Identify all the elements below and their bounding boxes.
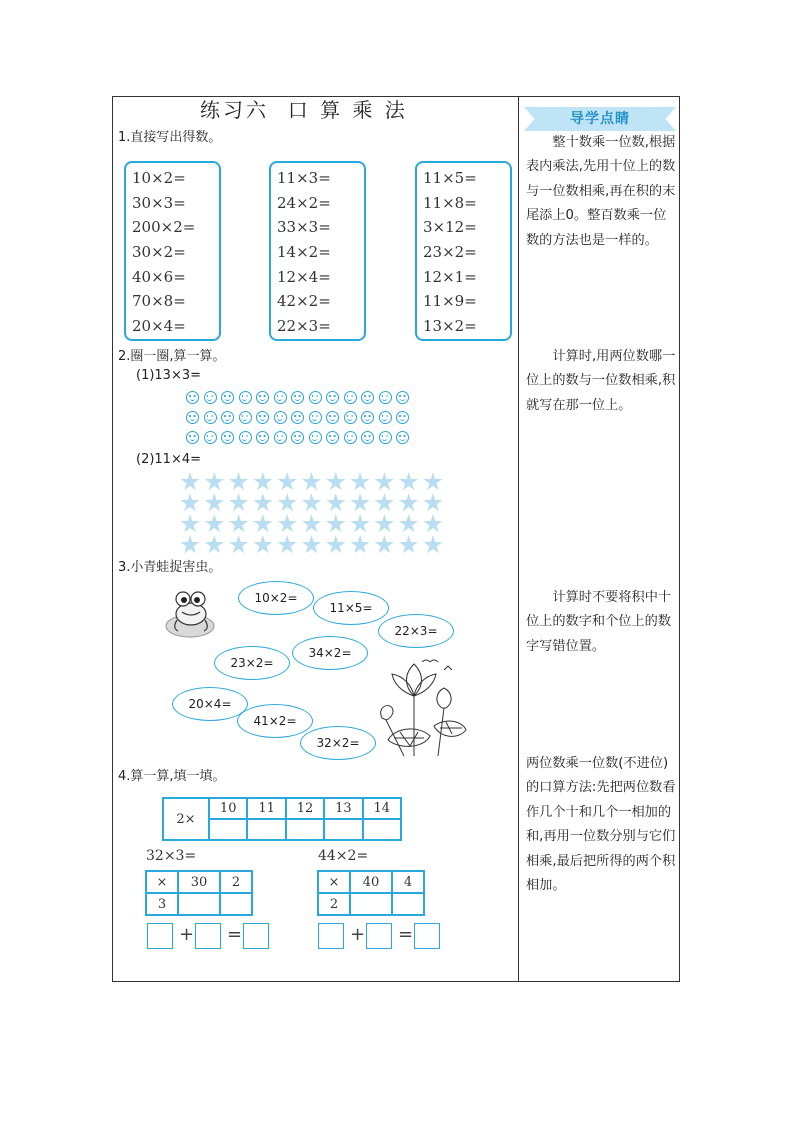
smiley-face-icon <box>379 411 392 424</box>
smiley-face-icon <box>186 391 199 404</box>
answer-box-3 <box>415 161 512 341</box>
table-cell: 11 <box>247 798 285 819</box>
star-icon <box>229 472 249 492</box>
tip-note-4: 两位数乘一位数(不进位)的口算方法:先把两位数看作几个十和几个一相加的和,再用一位数分别与它们相乘,最后把所得的两个积相加。 <box>526 756 676 894</box>
grid-cell: 40 <box>350 871 392 893</box>
star-icon <box>204 472 224 492</box>
plus-sign: + <box>179 924 195 945</box>
smiley-face-icon <box>396 391 409 404</box>
problem: 30×2= <box>132 243 186 262</box>
smiley-face-icon <box>291 431 304 444</box>
grid-cell: 2 <box>318 893 350 915</box>
tip-note-1: 整十数乘一位数,根据表内乘法,先用十位上的数与一位数相乘,再在积的末尾添上0。整百数乘一位数的方法也是一样的。 <box>526 135 676 248</box>
star-icon <box>374 514 394 534</box>
question-2-label: 2.圈一圈,算一算。 <box>118 349 226 364</box>
smiley-face-icon <box>204 391 217 404</box>
star-icon <box>399 514 419 534</box>
star-icon <box>180 535 200 555</box>
star-icon <box>350 514 370 534</box>
problem: 200×2= <box>132 218 196 237</box>
answer-box-1 <box>124 161 221 341</box>
problem: 70×8= <box>132 292 186 311</box>
smiley-face-icon <box>186 431 199 444</box>
star-icon <box>399 472 419 492</box>
right-split-grid <box>317 870 425 916</box>
star-icon <box>229 535 249 555</box>
answer-cell[interactable] <box>247 819 285 840</box>
answer-cell[interactable] <box>209 819 247 840</box>
answer-square[interactable] <box>414 923 440 949</box>
smiley-face-icon <box>396 431 409 444</box>
smiley-face-icon <box>344 411 357 424</box>
part-2-label: (2)11×4= <box>136 452 202 467</box>
equals-sign: = <box>227 924 243 945</box>
bug-oval: 32×2= <box>300 726 376 760</box>
answer-cell[interactable] <box>324 819 362 840</box>
problem: 11×3= <box>277 169 331 187</box>
grid-cell: × <box>318 871 350 893</box>
smiley-face-icon <box>326 411 339 424</box>
problem: 12×1= <box>423 267 477 286</box>
problem: 11×8= <box>423 193 477 212</box>
page-title: 练习六 口 算 乘 法 <box>200 98 408 122</box>
problem: 24×2= <box>277 193 331 212</box>
star-icon <box>423 535 443 555</box>
smiley-face-icon <box>221 411 234 424</box>
answer-square[interactable] <box>147 923 173 949</box>
answer-cell[interactable] <box>363 819 401 840</box>
smiley-face-icon <box>204 411 217 424</box>
table-head: 2× <box>163 798 209 840</box>
problem: 22×3= <box>277 317 331 336</box>
star-icon <box>350 535 370 555</box>
smiley-face-icon <box>396 411 409 424</box>
tip-note-3: 计算时不要将积中十位上的数字和个位上的数字写错位置。 <box>526 590 672 654</box>
star-icon <box>253 514 273 534</box>
problem: 10×2= <box>132 169 186 187</box>
smiley-face-icon <box>361 391 374 404</box>
star-icon <box>229 493 249 513</box>
smiley-face-icon <box>309 411 322 424</box>
star-icon <box>277 472 297 492</box>
question-3-label: 3.小青蛙捉害虫。 <box>118 560 222 575</box>
star-icon <box>301 514 321 534</box>
smiley-face-icon <box>379 431 392 444</box>
smiley-face-icon <box>239 411 252 424</box>
bug-oval: 23×2= <box>214 646 290 680</box>
star-icon <box>374 493 394 513</box>
tips-ribbon <box>524 107 676 131</box>
star-icon <box>399 535 419 555</box>
star-icon <box>277 493 297 513</box>
star-icon <box>423 472 443 492</box>
problem: 40×6= <box>132 267 186 286</box>
smiley-face-grid <box>186 391 409 444</box>
answer-square[interactable] <box>366 923 392 949</box>
question-4-label: 4.算一算,填一填。 <box>118 769 226 784</box>
star-icon <box>253 472 273 492</box>
star-icon <box>204 493 224 513</box>
star-icon <box>204 514 224 534</box>
part-1-label: (1)13×3= <box>136 368 202 383</box>
table-cell: 13 <box>324 798 362 819</box>
smiley-face-icon <box>221 431 234 444</box>
bug-oval: 41×2= <box>237 704 313 738</box>
smiley-face-icon <box>239 391 252 404</box>
star-icon <box>326 493 346 513</box>
star-grid <box>180 472 443 555</box>
smiley-face-icon <box>361 411 374 424</box>
smiley-face-icon <box>309 431 322 444</box>
problem: 14×2= <box>277 243 331 262</box>
smiley-face-icon <box>361 431 374 444</box>
problem: 3×12= <box>423 218 477 237</box>
star-icon <box>253 535 273 555</box>
smiley-face-icon <box>186 411 199 424</box>
left-split-grid <box>145 870 253 916</box>
star-icon <box>301 493 321 513</box>
star-icon <box>326 472 346 492</box>
table-cell: 12 <box>286 798 324 819</box>
answer-cell[interactable] <box>350 893 392 915</box>
table-cell: 10 <box>209 798 247 819</box>
question-1-label: 1.直接写出得数。 <box>118 130 222 145</box>
answer-box-2 <box>269 161 366 341</box>
bug-oval: 22×3= <box>378 614 454 648</box>
right-expression: 44×2= <box>318 848 369 864</box>
star-icon <box>229 514 249 534</box>
answer-cell[interactable] <box>392 893 424 915</box>
smiley-face-icon <box>344 391 357 404</box>
problem: 11×9= <box>423 292 477 311</box>
star-icon <box>350 493 370 513</box>
star-icon <box>204 535 224 555</box>
grid-cell: 4 <box>392 871 424 893</box>
star-icon <box>180 514 200 534</box>
plus-sign: + <box>350 924 366 945</box>
left-expression: 32×3= <box>146 848 197 864</box>
smiley-face-icon <box>291 411 304 424</box>
smiley-face-icon <box>274 431 287 444</box>
smiley-face-icon <box>204 431 217 444</box>
star-icon <box>180 493 200 513</box>
bug-oval: 11×5= <box>313 591 389 625</box>
smiley-face-icon <box>256 391 269 404</box>
bug-oval: 34×2= <box>292 636 368 670</box>
answer-square[interactable] <box>243 923 269 949</box>
smiley-face-icon <box>291 391 304 404</box>
frog-on-lilypad-icon <box>164 584 218 640</box>
problem: 20×4= <box>132 317 186 336</box>
problem: 11×5= <box>423 169 477 187</box>
answer-square[interactable] <box>318 923 344 949</box>
problem: 42×2= <box>277 292 331 311</box>
smiley-face-icon <box>239 431 252 444</box>
smiley-face-icon <box>274 411 287 424</box>
answer-cell[interactable] <box>286 819 324 840</box>
smiley-face-icon <box>309 391 322 404</box>
bug-oval: 10×2= <box>238 581 314 615</box>
star-icon <box>374 472 394 492</box>
star-icon <box>350 472 370 492</box>
answer-cell[interactable] <box>178 893 220 915</box>
grid-cell: 2 <box>220 871 252 893</box>
table-cell: 14 <box>363 798 401 819</box>
smiley-face-icon <box>326 391 339 404</box>
star-icon <box>423 493 443 513</box>
smiley-face-icon <box>256 411 269 424</box>
bug-oval: 20×4= <box>172 687 248 721</box>
smiley-face-icon <box>274 391 287 404</box>
equals-sign: = <box>398 924 414 945</box>
tip-note-2: 计算时,用两位数哪一位上的数与一位数相乘,积就写在那一位上。 <box>526 349 676 413</box>
lotus-flower-icon <box>374 656 470 758</box>
smiley-face-icon <box>344 431 357 444</box>
problem: 33×3= <box>277 218 331 237</box>
smiley-face-icon <box>326 431 339 444</box>
problem: 23×2= <box>423 243 477 262</box>
answer-square[interactable] <box>195 923 221 949</box>
problem: 30×3= <box>132 193 186 212</box>
star-icon <box>277 535 297 555</box>
star-icon <box>277 514 297 534</box>
smiley-face-icon <box>256 431 269 444</box>
star-icon <box>301 535 321 555</box>
star-icon <box>423 514 443 534</box>
smiley-face-icon <box>221 391 234 404</box>
answer-cell[interactable] <box>220 893 252 915</box>
column-divider <box>518 96 519 982</box>
grid-cell: × <box>146 871 178 893</box>
star-icon <box>326 535 346 555</box>
star-icon <box>399 493 419 513</box>
smiley-face-icon <box>379 391 392 404</box>
star-icon <box>326 514 346 534</box>
grid-cell: 3 <box>146 893 178 915</box>
problem: 13×2= <box>423 317 477 336</box>
star-icon <box>253 493 273 513</box>
grid-cell: 30 <box>178 871 220 893</box>
star-icon <box>301 472 321 492</box>
problem: 12×4= <box>277 267 331 286</box>
star-icon <box>180 472 200 492</box>
multiply-by-2-table <box>162 797 402 841</box>
star-icon <box>374 535 394 555</box>
tips-heading: 导学点睛 <box>570 111 630 127</box>
